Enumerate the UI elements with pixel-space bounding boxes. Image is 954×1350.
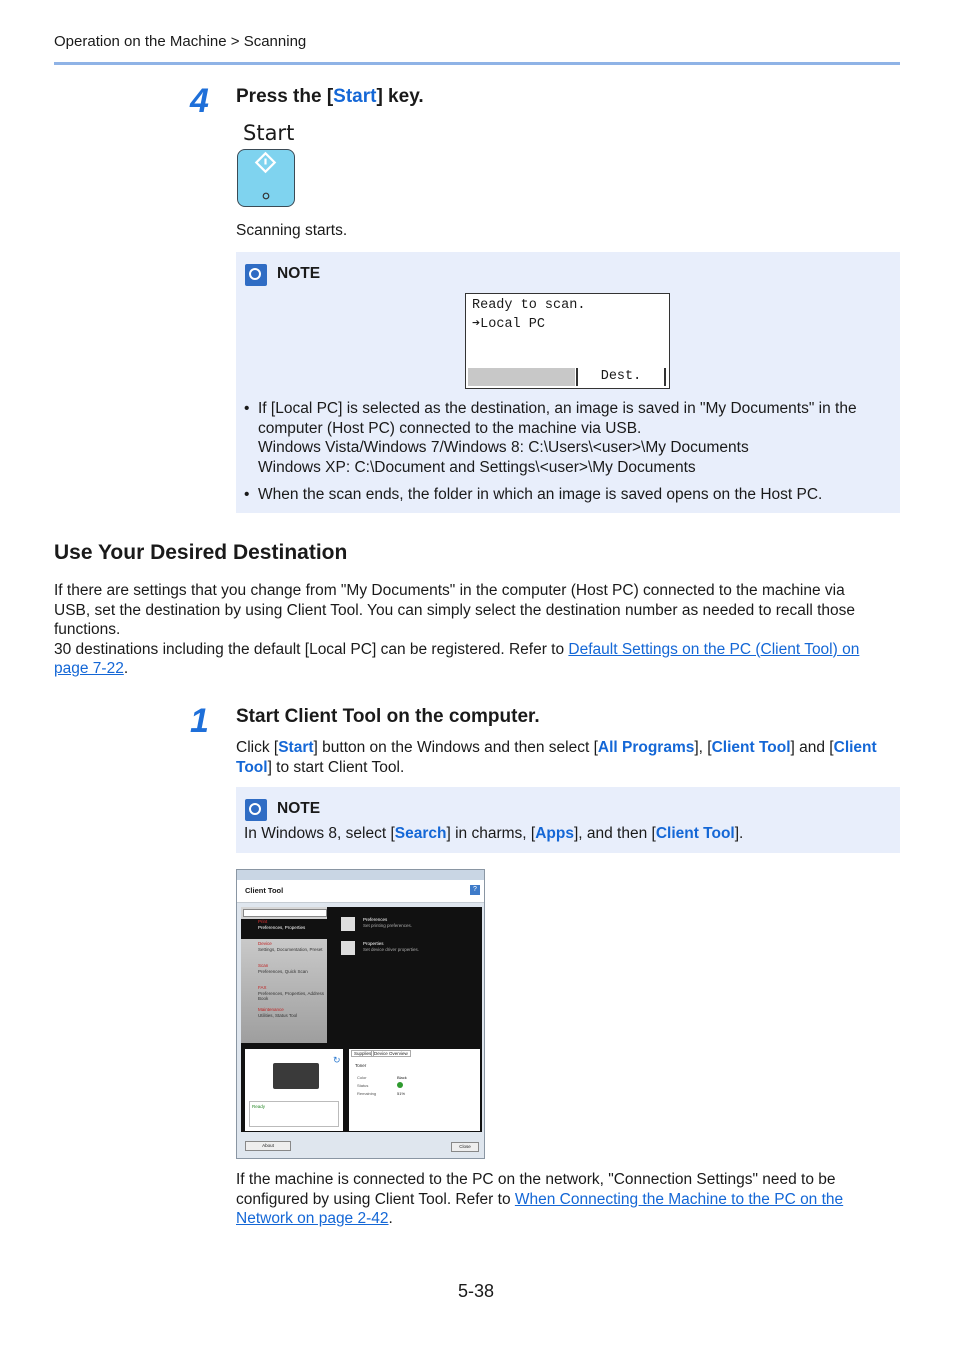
step-title: Start Client Tool on the computer.: [236, 706, 540, 727]
operation-panel-display: [465, 293, 670, 389]
properties-icon: [341, 941, 355, 955]
about-button[interactable]: About: [245, 1141, 291, 1151]
tab-supplies[interactable]: Supplies: [351, 1050, 374, 1057]
note-bullet-1: If [Local PC] is selected as the destination, an image is saved in "My Documents" in the computer (Host PC) connected to the machine via USB. Windows Vista/Windows 7/Windows 8: C:\Users\<user>\My Documents Windows XP: C:\Document and Settings\<user>\My Documents: [258, 400, 857, 476]
arrow-right-icon: ➔: [472, 317, 481, 332]
note-box: [236, 787, 900, 853]
menu-item-device[interactable]: Device Settings, Documentation, Preset: [258, 941, 323, 952]
step-number: 4: [190, 82, 209, 120]
step-number: 1: [190, 702, 209, 740]
option-properties[interactable]: Properties Set device driver properties.: [341, 941, 471, 965]
client-tool-settings-link[interactable]: Default Settings on the PC (Client Tool) on: [568, 640, 860, 658]
note-label: NOTE: [277, 800, 321, 817]
page-number: 5-38: [458, 1281, 495, 1301]
panel-destination: ➔Local PC: [472, 317, 545, 332]
panel-softkey-blank: [468, 368, 575, 386]
menu-item-scan[interactable]: Scan Preferences, Quick Scan: [258, 963, 308, 974]
remaining-value: 51%: [397, 1091, 406, 1096]
color-label: Color: [357, 1075, 367, 1080]
supplies-panel: [349, 1049, 480, 1131]
note-icon: [245, 799, 267, 821]
note-box: [236, 252, 900, 513]
closing-paragraph: If the machine is connected to the PC on the network, "Connection Settings" need to be configured by using Client Tool. Refer to When Connecting the Machine to the PC on the Network on page 2-42.: [236, 1171, 844, 1227]
breadcrumb: Operation on the Machine > Scanning: [54, 33, 307, 50]
client-tool-screenshot: [236, 869, 485, 1159]
step-body: Click [Start] button on the Windows and then select [All Programs], [Client Tool] and [Client Tool] to start Client Tool.: [236, 739, 877, 776]
start-key-icon: [237, 149, 295, 207]
step-title: Press the [Start] key.: [236, 86, 424, 107]
menu-item-fax[interactable]: FAX Preferences, Properties, Address Book: [258, 985, 325, 1001]
start-key-label: Start: [243, 121, 295, 145]
header-rule: [54, 62, 900, 65]
window-body: [241, 907, 482, 1132]
section-title: Use Your Desired Destination: [54, 541, 348, 564]
option-preferences[interactable]: Preferences Set printing preferences.: [341, 917, 471, 941]
section-paragraph: If there are settings that you change from "My Documents" in the computer (Host PC) connected to the machine via USB, set the destination by using Client Tool. You can simply select the destination number as needed to recall those functions. 30 destinations including the default [Local PC] can be registered. Refer to Default Settings on the PC (Client Tool) on page 7-22.: [54, 582, 860, 677]
window-title: Client Tool: [245, 886, 284, 895]
tab-device-overview[interactable]: Device Overview: [371, 1050, 411, 1057]
bullet-marker: •: [244, 486, 250, 503]
panel-status: Ready to scan.: [472, 298, 586, 313]
note-text: In Windows 8, select [Search] in charms, [Apps], and then [Client Tool].: [244, 825, 744, 842]
device-panel: [245, 1049, 343, 1131]
menu-list: [244, 919, 327, 1029]
menu-item-print[interactable]: Print Preferences, Properties: [258, 919, 306, 930]
menu-item-maintenance[interactable]: Maintenance Utilities, Status Tool: [258, 1007, 298, 1018]
status-box: Ready: [249, 1101, 339, 1127]
client-tool-settings-link[interactable]: page 7-22: [54, 660, 124, 677]
window-header: [237, 880, 484, 903]
remaining-label: Remaining: [357, 1091, 377, 1096]
network-connection-link[interactable]: Network on page 2-42: [236, 1210, 389, 1227]
network-connection-link[interactable]: When Connecting the Machine to the PC on the: [514, 1190, 844, 1208]
note-bullet-2: When the scan ends, the folder in which an image is saved opens on the Host PC.: [258, 486, 823, 503]
note-icon: [245, 264, 267, 286]
toner-label: Toner: [355, 1063, 367, 1068]
refresh-icon[interactable]: ↻: [333, 1055, 341, 1065]
bullet-marker: •: [244, 400, 250, 417]
status-label: Status: [357, 1083, 369, 1088]
close-button[interactable]: Close: [451, 1142, 479, 1152]
note-label: NOTE: [277, 265, 321, 282]
step-body: Scanning starts.: [236, 222, 348, 239]
printer-select[interactable]: [243, 909, 327, 917]
options-panel: [341, 917, 471, 965]
dest-softkey[interactable]: Dest.: [576, 368, 666, 386]
preferences-icon: [341, 917, 355, 931]
printer-image: [273, 1063, 319, 1089]
color-value: Black: [397, 1075, 407, 1080]
help-icon[interactable]: ?: [470, 885, 480, 895]
status-ok-icon: [397, 1082, 403, 1088]
window-titlebar: [237, 870, 484, 880]
